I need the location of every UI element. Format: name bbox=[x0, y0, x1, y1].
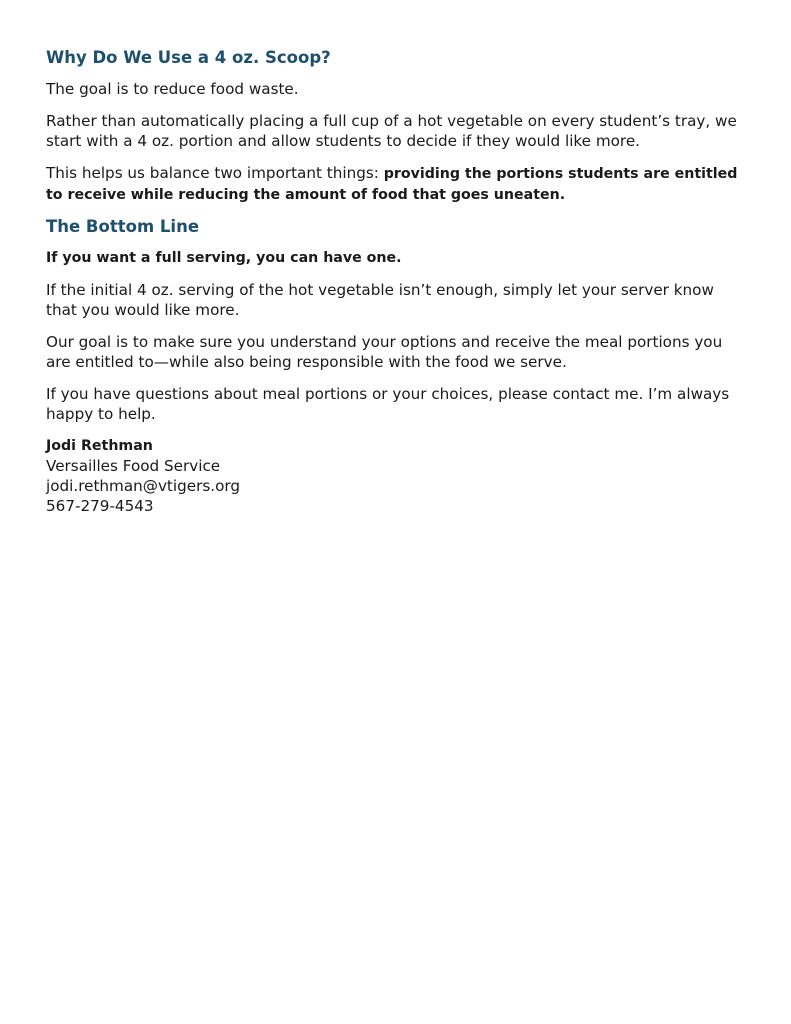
paragraph-ask-for-more: If the initial 4 oz. serving of the hot vegetable isn’t enough, simply let your server know that you would like more. bbox=[46, 281, 714, 319]
paragraph-full-serving: If you want a full serving, you can have one. bbox=[46, 250, 402, 266]
signature-organization: Versailles Food Service bbox=[46, 457, 221, 475]
document-page bbox=[46, 46, 746, 516]
paragraph-balance bbox=[46, 163, 746, 205]
signature-email: jodi.rethman@vtigers.org bbox=[46, 477, 240, 495]
section-heading-why-scoop: Why Do We Use a 4 oz. Scoop? bbox=[46, 48, 331, 67]
signature-phone: 567-279-4543 bbox=[46, 497, 154, 515]
signature-name: Jodi Rethman bbox=[46, 438, 153, 454]
balance-emphasis-text: providing the portions students are entitled to receive while reducing the amount of food that goes uneaten. bbox=[46, 166, 738, 203]
section-heading-bottom-line: The Bottom Line bbox=[46, 217, 200, 236]
paragraph-contact: If you have questions about meal portions or your choices, please contact me. I’m always happy to help. bbox=[46, 385, 730, 423]
paragraph-goal: The goal is to reduce food waste. bbox=[46, 80, 299, 98]
paragraph-portion-explanation: Rather than automatically placing a full cup of a hot vegetable on every student’s tray, we start with a 4 oz. portion and allow students to decide if they would like more. bbox=[46, 112, 737, 150]
balance-lead-text: This helps us balance two important things: bbox=[46, 164, 384, 182]
paragraph-our-goal: Our goal is to make sure you understand your options and receive the meal portions you are entitled to—while also being responsible with the food we serve. bbox=[46, 333, 723, 371]
signature-block bbox=[46, 436, 746, 516]
